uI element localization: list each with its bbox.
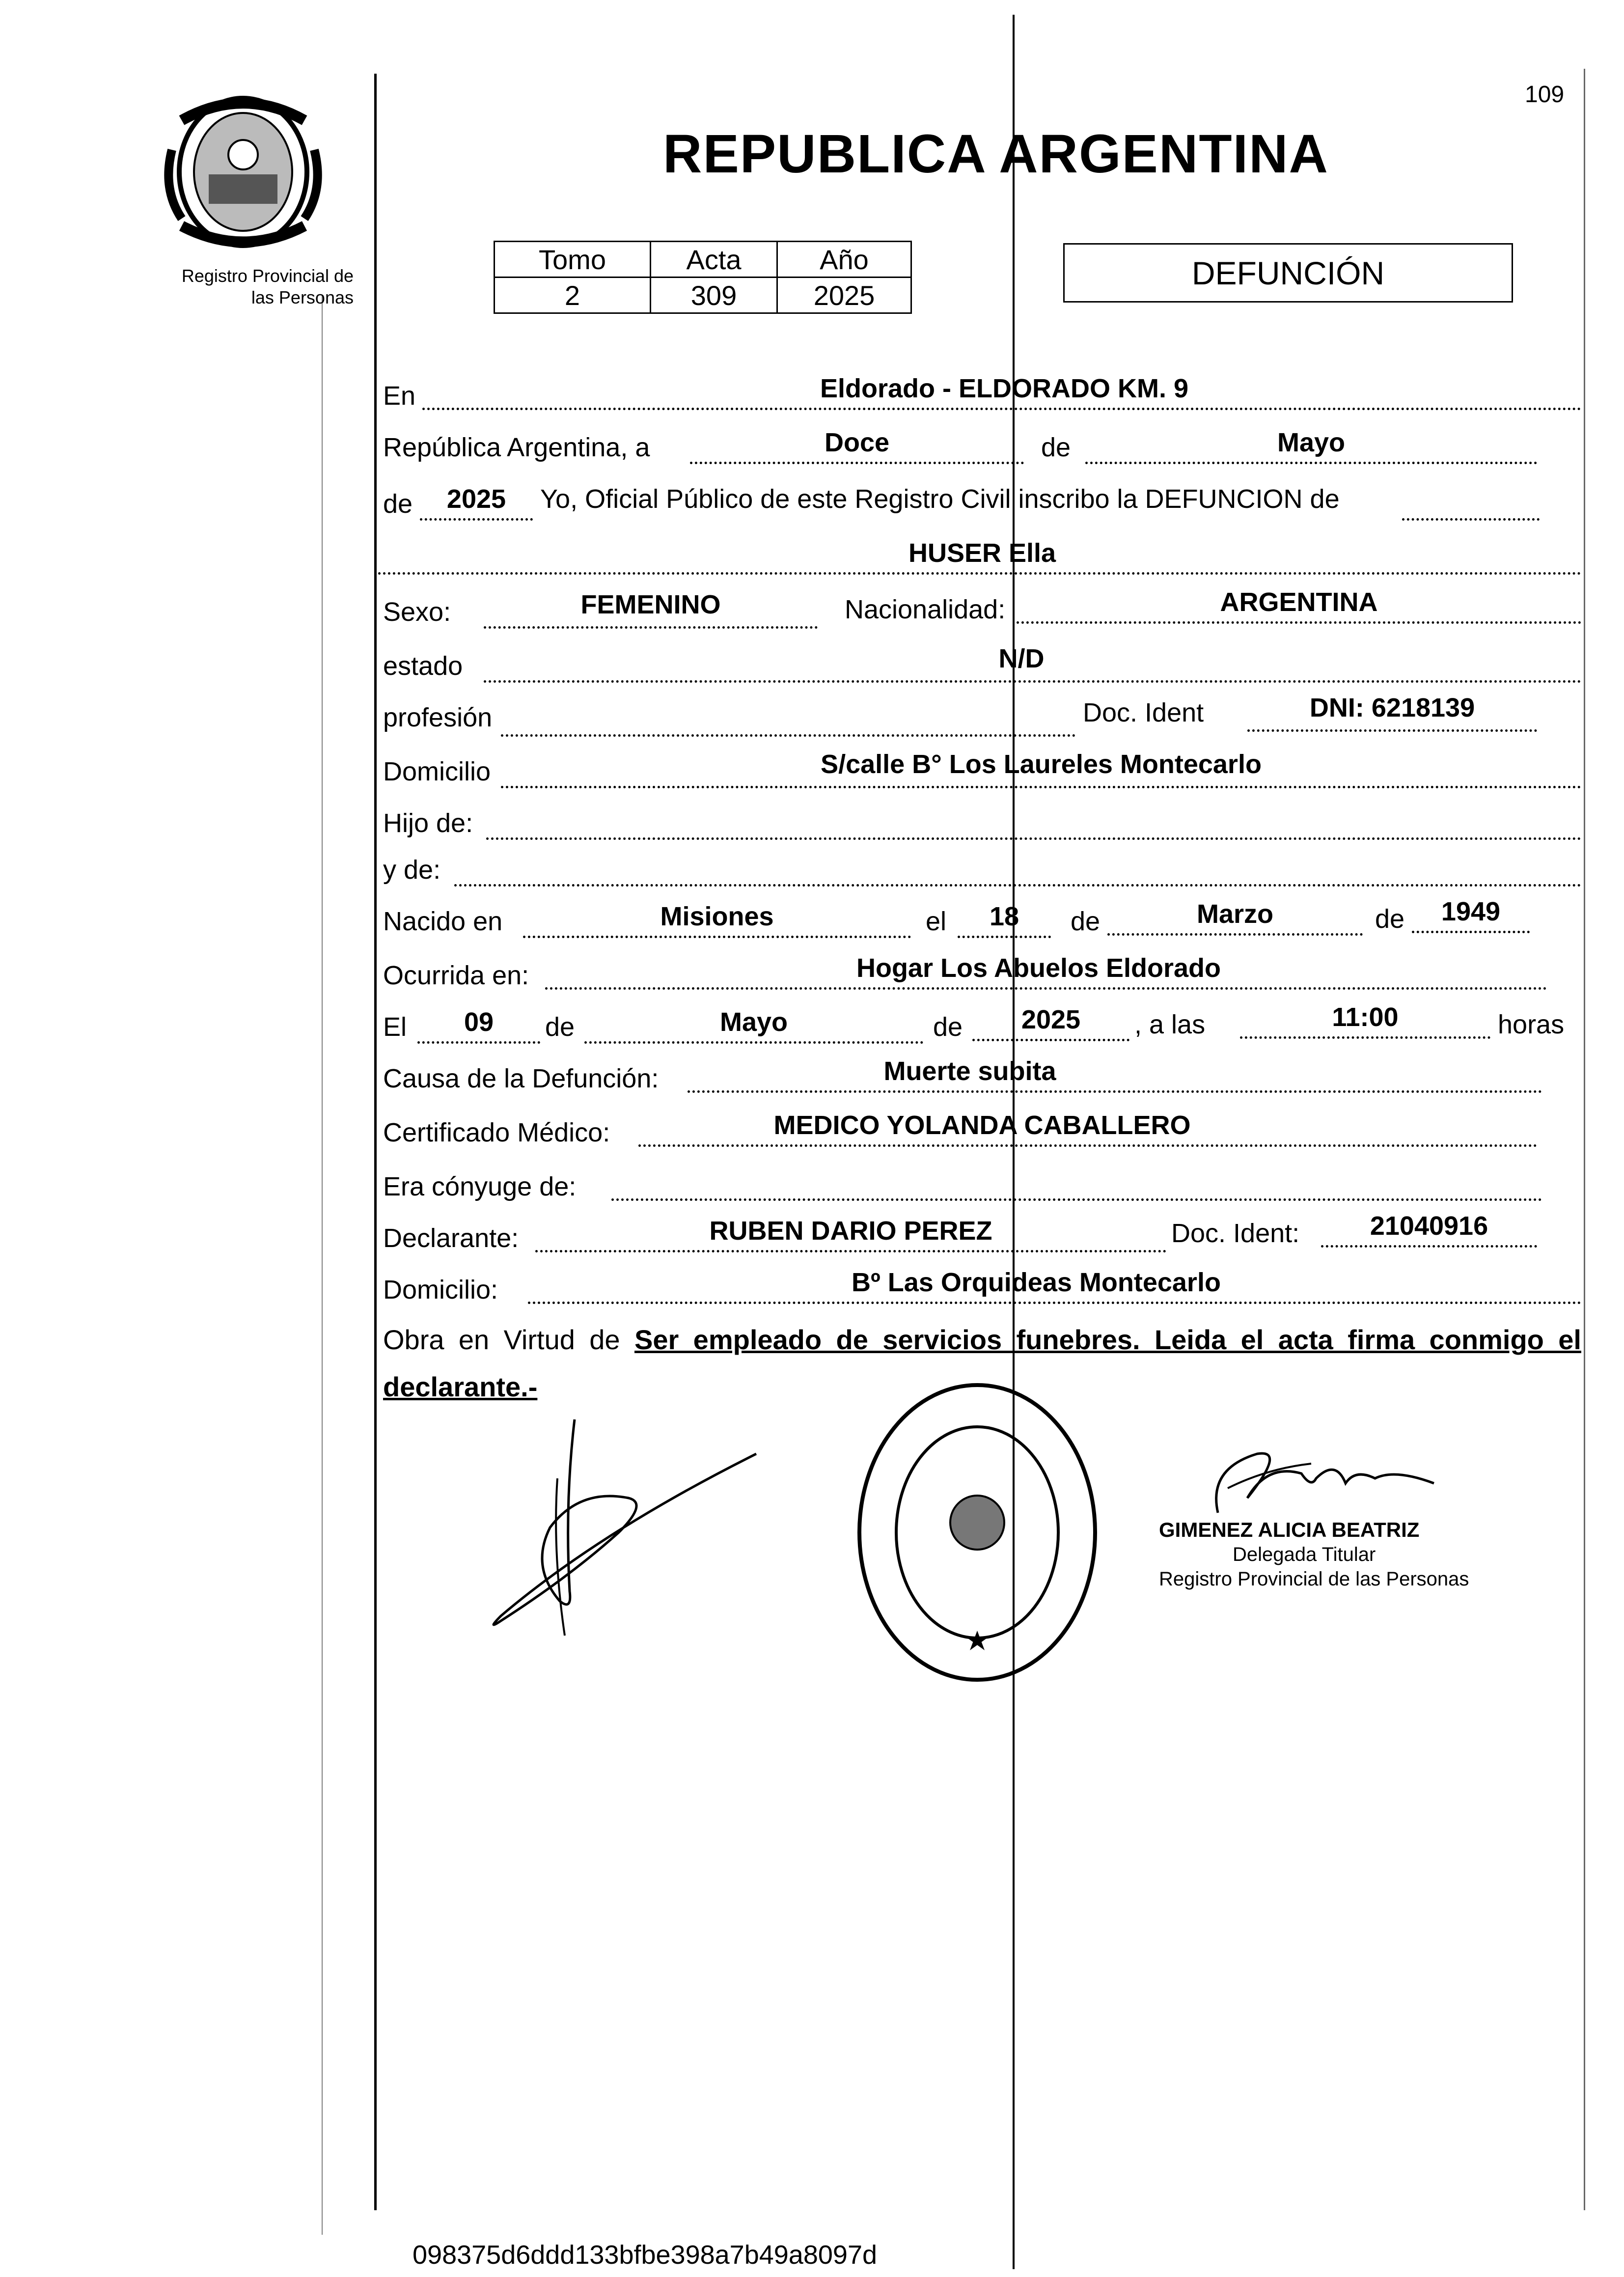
tomo-header: Tomo (495, 242, 651, 278)
label-de-anio: de (383, 489, 413, 519)
label-de-mes: de (1041, 433, 1071, 462)
dots-ocurrida-en (545, 987, 1547, 990)
label-domicilio: Domicilio (383, 757, 491, 786)
label-ocurrida-en: Ocurrida en: (383, 961, 529, 990)
label-causa: Causa de la Defunción: (383, 1064, 659, 1093)
dots-anio-nacimiento (1412, 931, 1530, 933)
value-estado: N/D (998, 644, 1045, 673)
scan-line-right (1584, 69, 1585, 2210)
label-estado: estado (383, 651, 463, 681)
dots-causa (688, 1090, 1542, 1093)
tomo-value: 2 (495, 278, 651, 313)
value-nombre: HUSER Ella (908, 538, 1056, 568)
label-certificado: Certificado Médico: (383, 1118, 610, 1147)
scan-line-center (1013, 15, 1015, 2269)
label-doc-ident-declarante: Doc. Ident: (1171, 1219, 1300, 1248)
official-stamp-icon (850, 1375, 1105, 1690)
label-domicilio-declarante: Domicilio: (383, 1275, 498, 1305)
dots-declarante-domicilio (528, 1302, 1581, 1304)
value-hora: 11:00 (1332, 1002, 1399, 1032)
value-anio-defuncion: 2025 (1021, 1005, 1081, 1034)
label-hijo-de: Hijo de: (383, 808, 473, 838)
anio-header: Año (777, 242, 911, 278)
dots-declarante-doc (1321, 1245, 1537, 1248)
value-declarante: RUBEN DARIO PEREZ (709, 1216, 992, 1246)
value-declarante-doc: 21040916 (1370, 1211, 1488, 1241)
label-declarante: Declarante: (383, 1223, 519, 1253)
label-a-las: , a las (1134, 1010, 1206, 1039)
label-nacido-en: Nacido en (383, 907, 503, 936)
dots-sexo (484, 626, 818, 629)
value-dni: DNI: 6218139 (1309, 693, 1475, 722)
signer-block (1159, 1518, 1469, 1591)
dots-hora (1240, 1036, 1490, 1039)
dots-yo-oficial (1402, 518, 1540, 521)
value-nacionalidad: ARGENTINA (1220, 587, 1378, 617)
value-mes-nacimiento: Marzo (1196, 899, 1273, 929)
label-conyuge: Era cónyuge de: (383, 1172, 577, 1201)
label-doc-ident: Doc. Ident (1083, 698, 1204, 727)
scan-line-left-thin (322, 295, 323, 2235)
label-de-anio-defuncion: de (933, 1012, 963, 1042)
signer-role: Delegada Titular (1233, 1544, 1376, 1565)
label-horas: horas (1498, 1010, 1565, 1039)
record-number-table (494, 241, 912, 314)
scan-line-left (374, 74, 377, 2210)
value-anio-inscripcion: 2025 (446, 484, 506, 514)
value-lugar: Eldorado - ELDORADO KM. 9 (820, 374, 1188, 403)
acta-value: 309 (651, 278, 777, 313)
label-sexo: Sexo: (383, 597, 451, 627)
dots-hijo-de (486, 837, 1581, 840)
province-crest-icon (162, 91, 324, 253)
label-profesion: profesión (383, 703, 493, 732)
value-declarante-domicilio: Bº Las Orquideas Montecarlo (852, 1268, 1221, 1297)
value-nacido-en: Misiones (660, 902, 774, 931)
label-obra-en-virtud: Obra en Virtud de (383, 1324, 620, 1355)
value-obra-texto: Ser empleado de servicios funebres. Leida el acta firma conmigo el declarante.- (383, 1324, 1581, 1402)
signer-office: Registro Provincial de las Personas (1159, 1568, 1469, 1590)
label-yo-oficial: Yo, Oficial Público de este Registro Civil inscribo la DEFUNCION de (540, 484, 1340, 514)
dots-lugar (422, 408, 1581, 410)
label-el-nacimiento: el (926, 907, 947, 936)
dots-dni (1247, 729, 1537, 732)
official-signature (1188, 1439, 1483, 1523)
dots-nacionalidad (1017, 621, 1581, 624)
record-type-box: DEFUNCIÓN (1063, 243, 1513, 303)
label-en: En (383, 381, 416, 411)
acta-header: Acta (651, 242, 777, 278)
label-nacionalidad: Nacionalidad: (845, 595, 1006, 624)
value-anio-nacimiento: 1949 (1441, 897, 1501, 926)
value-dia-defuncion: 09 (464, 1007, 494, 1037)
dots-domicilio (501, 786, 1581, 788)
dots-mes-nacimiento (1107, 933, 1363, 936)
value-mes-defuncion: Mayo (719, 1007, 788, 1037)
dots-mes-defuncion (584, 1041, 923, 1044)
dots-profesion (501, 734, 1075, 737)
value-causa: Muerte subita (883, 1056, 1056, 1086)
declarant-signature (471, 1405, 766, 1650)
value-mes-inscripcion: Mayo (1277, 428, 1346, 457)
page-number: 109 (1525, 82, 1565, 108)
dots-mes-inscripcion (1085, 462, 1537, 464)
label-y-de: y de: (383, 855, 441, 885)
dots-anio-inscripcion (420, 518, 533, 521)
value-domicilio: S/calle B° Los Laureles Montecarlo (821, 750, 1262, 779)
dots-dia-defuncion (417, 1041, 540, 1044)
label-republica-a: República Argentina, a (383, 433, 650, 462)
document-hash: 098375d6ddd133bfbe398a7b49a8097d (413, 2240, 878, 2270)
value-ocurrida-en: Hogar Los Abuelos Eldorado (856, 953, 1221, 983)
document-title: REPUBLICA ARGENTINA (663, 124, 1329, 184)
dots-dia-nacimiento (958, 936, 1051, 938)
signer-name: GIMENEZ ALICIA BEATRIZ (1159, 1518, 1420, 1541)
dots-estado (484, 680, 1581, 683)
label-de-mes-defuncion: de (545, 1012, 575, 1042)
dots-y-de (454, 884, 1581, 887)
value-sexo: FEMENINO (580, 590, 721, 619)
anio-value: 2025 (777, 278, 911, 313)
dots-dia-inscripcion (690, 462, 1024, 464)
dots-conyuge (611, 1198, 1542, 1201)
dots-nacido-en (523, 936, 911, 938)
dots-nombre (378, 572, 1581, 575)
value-dia-inscripcion: Doce (824, 428, 890, 457)
value-certificado: MEDICO YOLANDA CABALLERO (773, 1111, 1191, 1140)
dots-anio-defuncion (972, 1039, 1129, 1041)
value-dia-nacimiento: 18 (989, 902, 1019, 931)
label-de-mes-nacimiento: de (1071, 907, 1101, 936)
label-el-defuncion: El (383, 1012, 407, 1042)
label-de-anio-nacimiento: de (1375, 904, 1405, 934)
registry-label: Registro Provincial de las Personas (181, 266, 354, 307)
dots-certificado (638, 1144, 1537, 1147)
dots-declarante (535, 1250, 1166, 1252)
